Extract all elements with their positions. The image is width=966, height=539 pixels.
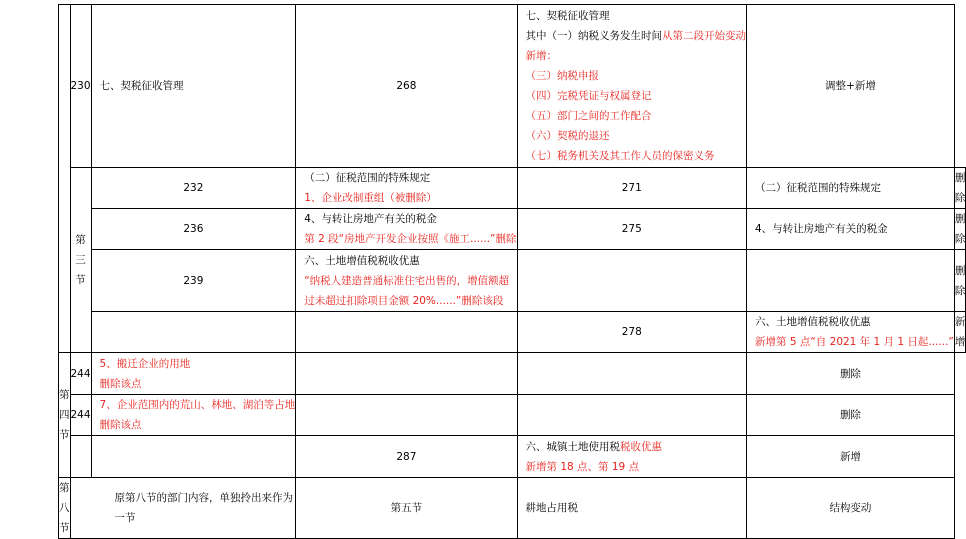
new-page-number: 287 — [296, 436, 517, 478]
change-type: 结构变动 — [747, 478, 955, 539]
table-row — [59, 353, 966, 395]
new-line-item: （六）契税的退还 — [525, 130, 610, 142]
old-line-heading: 7、企业范围内的荒山、林地、湖泊等占地 — [99, 399, 296, 411]
old-line-note: 1、企业改制重组（被删除） — [304, 192, 437, 204]
old-content-empty — [91, 436, 296, 478]
new-page-number: 271 — [517, 168, 747, 209]
new-line-heading-black: 六、城镇土地使用税 — [525, 440, 620, 453]
table-row — [59, 209, 966, 250]
new-line-heading-red: 税收优惠 — [620, 440, 662, 453]
change-type: 新增 — [954, 312, 966, 353]
new-line-subheading-black: 其中（一）纳税义务发生时间 — [525, 30, 662, 42]
new-content-empty — [747, 250, 955, 312]
old-content — [296, 250, 517, 312]
old-line-note: 过未超过扣除项目金额 20%......”删除该段 — [304, 294, 504, 307]
old-line-note: 删除该点 — [99, 377, 142, 390]
old-content — [296, 168, 517, 209]
old-page-number-empty — [91, 312, 296, 353]
old-line-note: “纳税人建造普通标准住宅出售的，增值额超 — [304, 274, 510, 287]
change-type: 删除 — [747, 353, 955, 395]
section-cell-blank — [59, 5, 71, 353]
old-page-number: 244 — [70, 395, 91, 436]
new-line-item: （五）部门之间的工作配合 — [525, 110, 652, 122]
new-page-number: 275 — [517, 209, 747, 250]
change-type: 调整+新增 — [747, 5, 955, 168]
change-type: 删除 — [954, 209, 966, 250]
table-row — [59, 436, 966, 478]
new-line-heading: 七、契税征收管理 — [525, 10, 610, 22]
old-line-note: 删除该点 — [99, 419, 142, 431]
old-line-note: 第 2 段“房地产开发企业按照《施工......”删除 — [304, 233, 517, 245]
change-type: 删除 — [954, 250, 966, 312]
old-page-number: 230 — [70, 5, 91, 168]
table-row — [59, 478, 966, 539]
old-content — [91, 353, 296, 395]
new-line-subheading — [526, 26, 747, 46]
old-content: 原第八节的部门内容，单独拎出来作为一节 — [70, 478, 296, 539]
new-page-number-empty — [517, 250, 747, 312]
new-content: 耕地占用税 — [517, 478, 747, 539]
comparison-table — [58, 4, 966, 539]
new-line-added-label: 新增： — [525, 50, 557, 62]
table-row — [59, 168, 966, 209]
new-content-empty — [517, 353, 747, 395]
change-type: 新增 — [747, 436, 955, 478]
new-page-number-empty — [296, 353, 517, 395]
new-page-number-empty — [296, 395, 517, 436]
new-line-note: 新增第 18 点、第 19 点 — [525, 460, 640, 473]
new-content — [517, 5, 747, 168]
table-row — [59, 5, 966, 168]
old-line-heading: 六、土地增值税税收优惠 — [304, 254, 420, 267]
section-label: 第八节 — [59, 478, 71, 539]
change-type: 删除 — [954, 168, 966, 209]
table-row — [59, 250, 966, 312]
old-line-heading: 4、与转让房地产有关的税金 — [304, 213, 437, 225]
new-section-label: 第五节 — [296, 478, 517, 539]
new-line-subheading-red: 从第二段开始变动 — [662, 30, 746, 42]
new-content — [517, 436, 747, 478]
new-line-note: 新增第 5 点“自 2021 年 1 月 1 日起......” — [755, 336, 954, 348]
new-line-heading — [526, 437, 747, 457]
new-content — [747, 312, 955, 353]
old-page-number-empty — [70, 436, 91, 478]
new-page-number: 268 — [296, 5, 517, 168]
old-content-empty — [296, 312, 517, 353]
new-line-item: （三）纳税申报 — [525, 70, 599, 82]
old-content — [296, 209, 517, 250]
old-line-heading: （二）征税范围的特殊规定 — [304, 172, 431, 184]
change-type: 删除 — [747, 395, 955, 436]
table-row — [59, 312, 966, 353]
old-page-number: 236 — [91, 209, 296, 250]
new-line-item: （四）完税凭证与权属登记 — [525, 90, 652, 102]
new-line-heading: 六、土地增值税税收优惠 — [755, 316, 871, 328]
old-content — [91, 395, 296, 436]
new-page-number: 278 — [517, 312, 747, 353]
old-page-number: 239 — [91, 250, 296, 312]
old-page-number: 232 — [91, 168, 296, 209]
old-content: 七、契税征收管理 — [91, 5, 296, 168]
new-line-item: （七）税务机关及其工作人员的保密义务 — [525, 150, 715, 162]
section-label: 第三节 — [70, 168, 91, 353]
section-label: 第四节 — [59, 353, 71, 478]
new-content-empty — [517, 395, 747, 436]
table-row — [59, 395, 966, 436]
old-page-number: 244 — [70, 353, 91, 395]
new-content: （二）征税范围的特殊规定 — [747, 168, 955, 209]
new-content: 4、与转让房地产有关的税金 — [747, 209, 955, 250]
old-line-heading: 5、搬迁企业的用地 — [99, 357, 191, 370]
